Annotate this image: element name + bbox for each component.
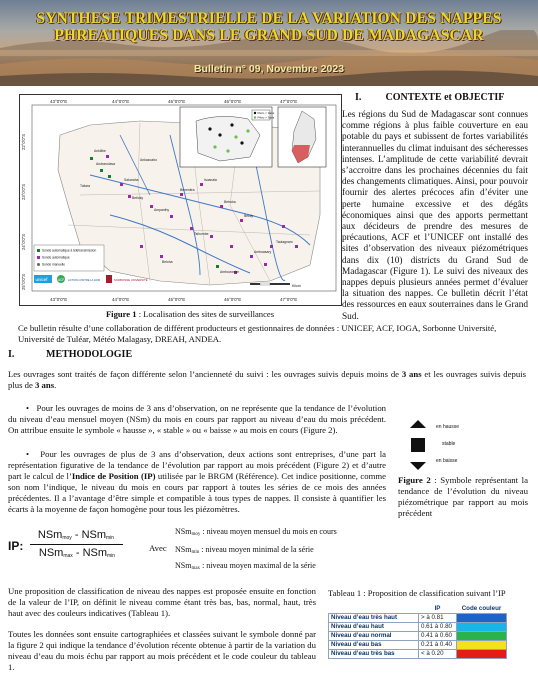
color-swatch	[457, 640, 507, 649]
lon-label: 47°0'0"E	[280, 297, 298, 302]
arrow-up-icon	[410, 420, 426, 428]
figure2-label: Figure 2	[398, 475, 431, 485]
intro-bold: 3 ans	[35, 380, 55, 390]
table-header	[329, 604, 419, 613]
ip-range: 0.61 à 0.80	[419, 622, 457, 631]
term: NSm	[37, 529, 63, 541]
methodology-bullet-1	[8, 403, 386, 436]
map-legend-label: Sonde manuelle	[42, 262, 66, 267]
map-legend-label: Sonde automatique à télétransmission	[42, 248, 97, 253]
sorbonne-logo: SORBONNE UNIVERSITÉ	[114, 278, 148, 282]
bulletin-title-line2: PHREATIQUES DANS LE GRAND SUD DE MADAGASCAR	[54, 27, 484, 44]
ip-range: 0.41 à 0.60	[419, 631, 457, 640]
lon-label: 46°0'0"E	[224, 297, 242, 302]
bullet-text: Pour les ouvrages de plus de 3 ans d’observation, deux actions sont entreprises, d’une part la représentation figurative de la tendance de l’évolution par rapport au mois précédent (Figure 2) et d’autre part le calcul de l’	[8, 449, 386, 481]
figure1-label: Figure 1	[105, 309, 137, 319]
acf-logo: ACF	[58, 278, 65, 282]
definition-text: : niveau moyen maximal de la série	[200, 561, 316, 570]
trend-label-stable: stable	[442, 441, 456, 447]
methodology-title: METHODOLOGIE	[46, 349, 133, 360]
table-row	[329, 649, 507, 658]
color-swatch	[457, 649, 507, 658]
place-label: Sakaraha	[124, 178, 139, 182]
subscript: min	[191, 550, 200, 555]
subscript: moy	[62, 535, 72, 541]
bullet-icon: •	[26, 449, 41, 459]
formula-numerator	[30, 529, 122, 541]
subscript: min	[106, 535, 115, 541]
intro-bold: 3 ans	[401, 369, 422, 379]
unicef-logo: unicef	[35, 277, 48, 282]
color-swatch	[457, 613, 507, 622]
place-label: Betroka	[224, 200, 236, 204]
trend-label-up: en hausse	[436, 424, 460, 430]
bulletin-title	[20, 10, 518, 44]
place-label: Taolagnaro	[276, 240, 293, 244]
bullet-icon: •	[26, 403, 37, 413]
context-title: CONTEXTE et OBJECTIF	[385, 92, 505, 103]
subscript: max	[63, 553, 73, 559]
map-legend-label: Sonde automatique	[42, 255, 70, 260]
methodology-intro	[8, 369, 526, 391]
lon-label: 47°0'0"E	[280, 99, 298, 104]
bullet-text: utilisée par le BRGM (Référence). Cet indice positionne, comme son nom l’indique, le niveau du mois en cours par rapport à toutes les séries de ce mois des années précédentes. Il a l’avantage d’être simple et compatible à tous types de nappes. Il consiste à quantifier les écarts à la moyenne de façon homogène pour tous les piézomètres.	[8, 471, 386, 514]
bulletin-number: Bulletin n° 09, Novembre 2023	[193, 63, 345, 75]
ip-range: > à 0.81	[419, 613, 457, 622]
level-label: Niveau d’eau haut	[329, 622, 419, 631]
table-header-row	[329, 604, 507, 613]
context-heading	[355, 92, 525, 103]
methodology-number: I.	[8, 349, 15, 360]
intro-text: .	[54, 380, 57, 390]
level-label: Niveau d’eau bas	[329, 640, 419, 649]
trend-label-down: en baisse	[436, 458, 458, 464]
bullet-text: Pour les ouvrages de moins de 3 ans d’observation, on ne représente que la tendance de l’évolution du niveau d’eau mensuel moyen (NSm) du mois en cours par rapport au niveau d’eau du mois précédent. On attribue ensuite le symbole « hausse », « stable » ou « baisse » au mois en cours (Figure 2).	[8, 403, 387, 435]
lat-label: 25°0'0"S	[21, 273, 26, 290]
ip-term: Indice de Position (IP)	[71, 471, 156, 481]
subscript: moy	[191, 532, 201, 537]
place-label: Bekily	[244, 214, 254, 218]
formula-denominator	[28, 547, 126, 559]
header-banner	[0, 0, 538, 86]
place-label: Amboasary	[254, 250, 272, 254]
place-label: Ankazoabo	[140, 158, 157, 162]
lat-label: 22°0'0"S	[21, 133, 26, 150]
level-label: Niveau d’eau très bas	[329, 649, 419, 658]
definition-min	[175, 545, 314, 555]
lon-label: 43°0'0"E	[50, 297, 68, 302]
ip-classification-table	[328, 604, 507, 659]
figure2-text: : Symbole représentant la tendance de l’évolution du niveau piézométrique par rapport au mois précédent	[398, 475, 528, 518]
table-header: Code couleur	[461, 604, 502, 612]
stable-square-icon	[411, 438, 425, 452]
ip-formula	[8, 525, 538, 585]
lon-label: 43°0'0"E	[50, 99, 68, 104]
definition-max	[175, 561, 316, 571]
context-body: Les régions du Sud de Madagascar sont connues comme régions à plus faible couverture en eau potable du pays et subissent de fortes variabilités interannuelles du climat induisant des sécheresses intenses. L’amplitude de cette variabilité devrait s’accroitre dans les prochaines décennies du fait des changements climatiques. Ainsi, pour pouvoir fournir des alertes précoces afin d’éviter une perte humaine excessive et des dégâts économiques ainsi que des apports permettant aux décideurs de prendre des mesures de précautions, ACF et l’UNICEF ont installé des sites d’observation des niveaux piézométriques dans dix (10) districts du Grand Sud de Madagascar (Figure 1). Le suivi des niveaux des nappes depuis plusieurs années permet d’évaluer la situation des nappes. Ce bulletin décrit l’état des ressources en eaux souterraines dans le Grand Sud.	[342, 110, 528, 322]
table-row	[329, 622, 507, 631]
place-label: Betioky	[132, 196, 144, 200]
location-map	[19, 94, 342, 306]
lon-label: 45°0'0"E	[168, 99, 186, 104]
place-label: Ampanihy	[154, 208, 170, 212]
mapping-paragraph: Toutes les données sont ensuite cartographiées et classées suivant le symbole donné par la figure 2 qui indique la tendance d’évolution récente obtenue à partir de la variation du niveau d’eau du mois échu par rapport au mois précédent et le code couleur du tableau 1.	[8, 629, 316, 672]
intro-text: et les ouvrages suivis depuis plus de	[8, 369, 526, 390]
formula-avec: Avec	[149, 543, 167, 553]
inset-legend-label: Pézo < 3ans	[257, 111, 275, 116]
fraction-bar	[30, 544, 123, 545]
term: NSm	[175, 545, 192, 554]
place-label: Ankilibe	[94, 149, 106, 153]
place-label: Isoanala	[204, 178, 217, 182]
context-number: I.	[355, 92, 362, 103]
table1-title: Tableau 1 : Proposition de classification suivant l’IP	[328, 588, 506, 598]
subscript: min	[107, 553, 116, 559]
figure1-text: : Localisation des sites de surveillances	[136, 309, 275, 319]
subscript: max	[191, 566, 201, 571]
lon-label: 44°0'0"E	[112, 297, 130, 302]
classification-paragraph: Une proposition de classification de niveau des nappes est proposée ensuite en fonction de la valeur de l’IP, on définit le niveau comme étant très bas, bas, normal, haut, très haut avec des couleurs indicatives (Tableau 1).	[8, 586, 316, 618]
place-label: Ambovombe	[220, 270, 240, 274]
figure1-caption	[60, 309, 320, 319]
place-label: Toliara	[80, 184, 90, 188]
place-label: Benenitra	[180, 188, 195, 192]
table-row	[329, 631, 507, 640]
table-row	[329, 613, 507, 622]
ip-range: 0.21 à 0.40	[419, 640, 457, 649]
acf-logo-text: ACTION CONTRE LA FAIM	[68, 279, 100, 282]
trend-symbol-figure	[408, 420, 488, 470]
lon-label: 46°0'0"E	[224, 99, 242, 104]
methodology-bullet-2	[8, 449, 386, 515]
intro-text: Les ouvrages sont traités de façon différente selon l’ancienneté du suivi : les ouvrages suivis depuis moins de	[8, 369, 402, 379]
lat-label: 24°0'0"S	[21, 233, 26, 250]
inset-legend-label: Pézo > 3ans	[257, 115, 275, 120]
term: NSm	[175, 527, 192, 536]
definition-moy	[175, 527, 337, 537]
ip-symbol: IP:	[8, 539, 24, 553]
ip-range: < à 0.20	[419, 649, 457, 658]
bulletin-title-line1: SYNTHESE TRIMESTRIELLE DE LA VARIATION DES NAPPES	[36, 10, 502, 27]
arrow-down-icon	[410, 462, 426, 470]
color-swatch	[457, 631, 507, 640]
term: NSm	[175, 561, 192, 570]
level-label: Niveau d’eau très haut	[329, 613, 419, 622]
place-label: Tsihombe	[194, 232, 209, 236]
color-swatch	[457, 622, 507, 631]
table-row	[329, 640, 507, 649]
lon-label: 45°0'0"E	[168, 297, 186, 302]
term: - NSm	[72, 547, 108, 559]
place-label: Beloha	[162, 260, 173, 264]
lon-label: 44°0'0"E	[112, 99, 130, 104]
definition-text: : niveau moyen minimal de la série	[199, 545, 314, 554]
methodology-heading	[8, 349, 132, 360]
definition-text: : niveau moyen mensuel du mois en cours	[200, 527, 337, 536]
lat-label: 23°0'0"S	[21, 183, 26, 200]
place-label: Andranolava	[96, 162, 116, 166]
collaboration-note: Ce bulletin résulte d’une collaboration de différent producteurs et gestionnaires de données : UNICEF, ACF, IOGA, Sorbonne Université, Université de Tuléar, Météo Malagasy, DREAH, ANDEA.	[18, 323, 497, 344]
figure2-caption	[398, 475, 528, 519]
term: NSm	[38, 547, 64, 559]
scale-bar-label: Kilom	[292, 284, 301, 288]
term: - NSm	[71, 529, 107, 541]
table-header: IP	[434, 604, 441, 612]
level-label: Niveau d’eau normal	[329, 631, 419, 640]
